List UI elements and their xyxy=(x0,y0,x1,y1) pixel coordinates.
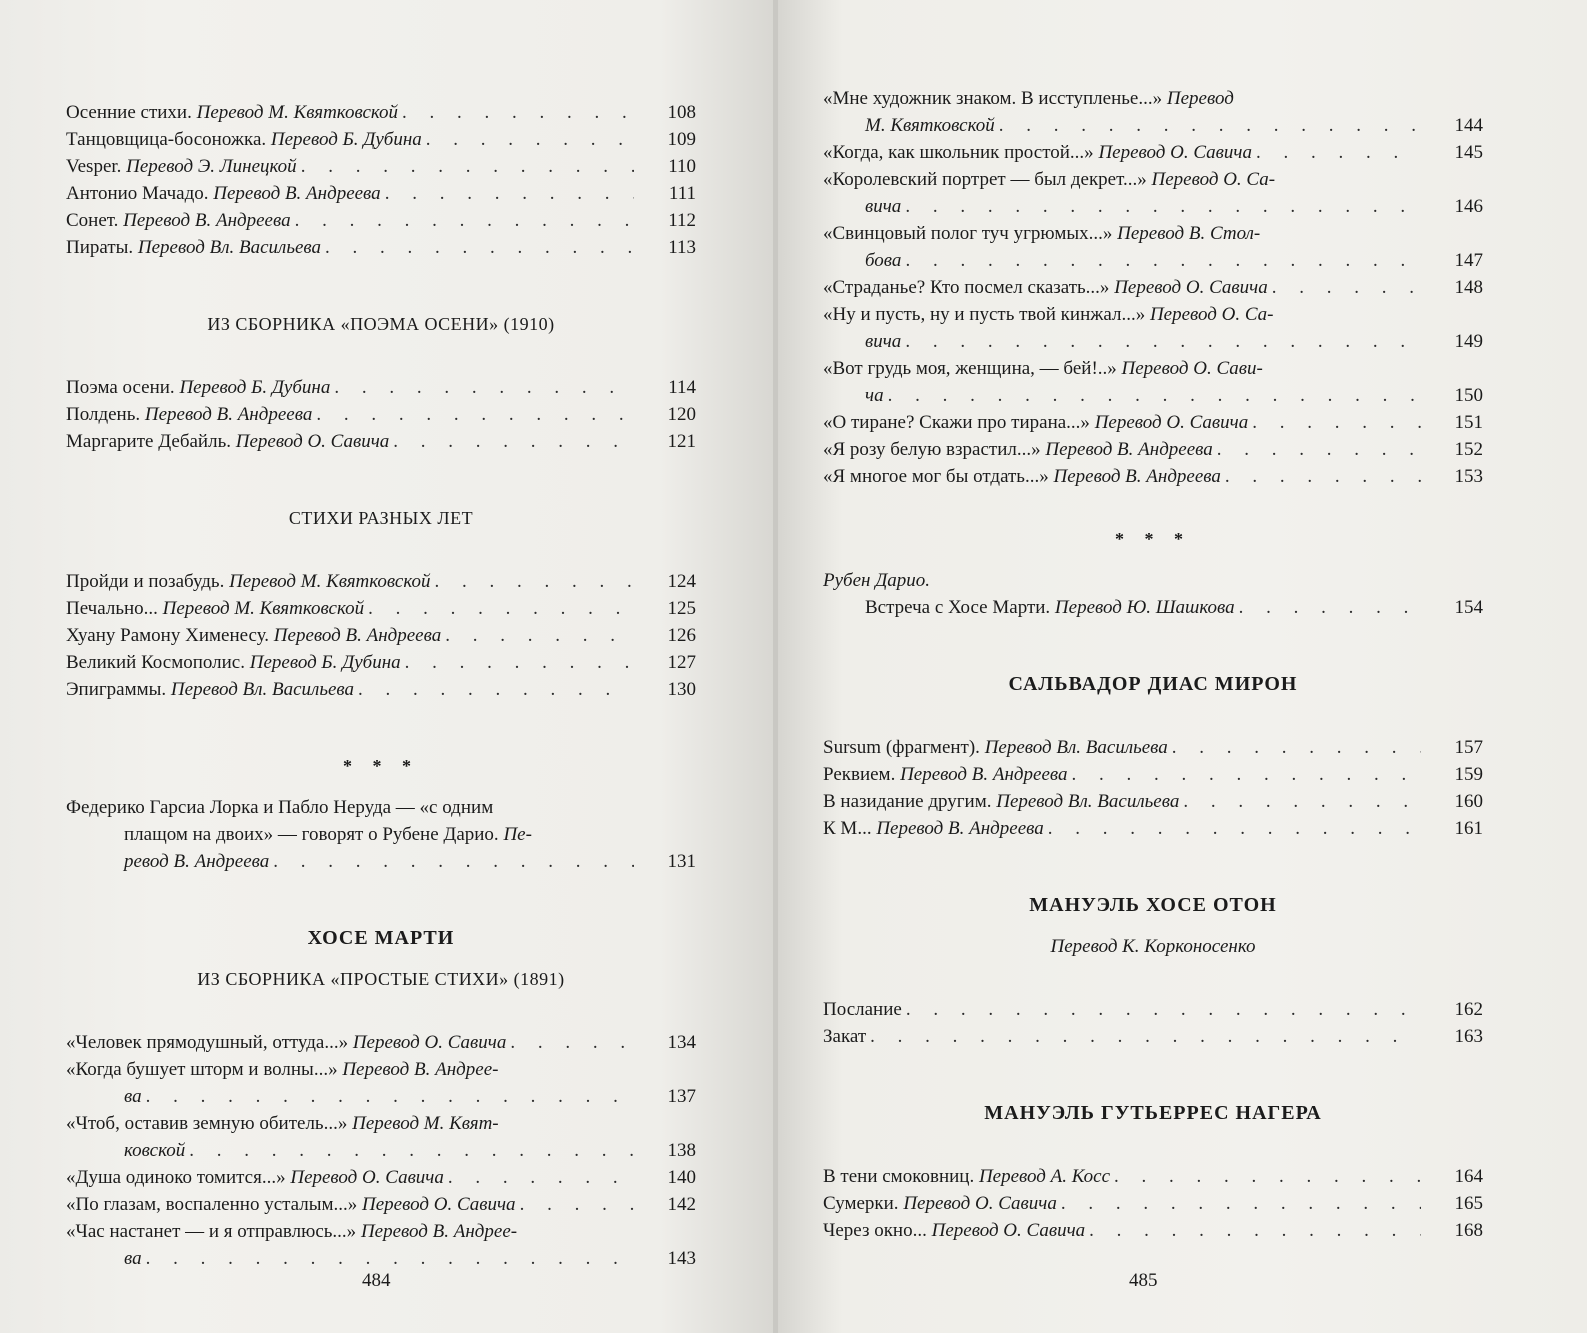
toc-entry-line xyxy=(823,382,1425,409)
toc-entry-line xyxy=(823,761,1425,788)
toc-entry-page: 111 xyxy=(668,183,696,204)
page-number-right: 485 xyxy=(1129,1270,1158,1291)
toc-entry-title: Vesper. xyxy=(66,156,122,177)
toc-entry-translator: Перевод В. Андреева xyxy=(144,404,313,425)
toc-entry-page: 153 xyxy=(1454,466,1483,487)
toc-entry-line xyxy=(823,85,1425,112)
toc-entry-line xyxy=(66,180,638,207)
toc-entry-translator: М. Квятковской xyxy=(865,115,995,136)
toc-entry-translator: Перевод О. Савича xyxy=(1114,277,1268,298)
toc-entry-title: «Я розу белую взрастил...» xyxy=(823,439,1041,460)
leader-dots xyxy=(393,428,634,455)
toc-entry xyxy=(823,463,1483,490)
toc-entry-line xyxy=(823,1190,1425,1217)
toc-entry-title: В тени смоковниц. xyxy=(823,1166,975,1187)
author-heading-marti: ХОСЕ МАРТИ xyxy=(307,927,455,949)
toc-entry xyxy=(823,761,1483,788)
leader-dots xyxy=(325,234,634,261)
toc-entry-translator: Перевод М. Квятковской xyxy=(229,571,431,592)
toc-entry-title: Сонет. xyxy=(66,210,119,231)
toc-entry-line xyxy=(823,328,1425,355)
leader-dots xyxy=(1172,734,1421,761)
toc-entry-translator: Перевод В. Андреева xyxy=(876,818,1044,839)
toc-entry-line xyxy=(66,595,638,622)
section-heading-autumn: ИЗ СБОРНИКА «ПОЭМА ОСЕНИ» (1910) xyxy=(207,314,555,334)
ruben-dario-label: Рубен Дарио. xyxy=(823,570,931,591)
toc-entry-title: Танцовщица-босоножка. xyxy=(66,129,267,150)
toc-entry-title: «По глазам, воспаленно усталым...» xyxy=(66,1194,358,1215)
toc-entry xyxy=(66,568,696,595)
toc-entry-meeting xyxy=(823,594,1483,621)
toc-entry-title: «Страданье? Кто посмел сказать...» xyxy=(823,277,1110,298)
toc-group-othon xyxy=(823,996,1483,1050)
toc-entry-page: 137 xyxy=(667,1086,696,1107)
toc-entry-title: Реквием. xyxy=(823,764,896,785)
toc-entry xyxy=(823,301,1483,355)
toc-entry-page: 150 xyxy=(1454,385,1483,406)
toc-entry-translator: бова xyxy=(865,250,902,271)
toc-entry-translator: Перевод Б. Дубина xyxy=(179,377,331,398)
toc-entry xyxy=(66,207,696,234)
toc-entry xyxy=(66,126,696,153)
toc-entry-title: «Свинцовый полог туч угрюмых...» xyxy=(823,223,1113,244)
toc-entry-lorca xyxy=(66,794,696,875)
toc-entry-title: Послание xyxy=(823,999,902,1020)
toc-entry-title: Великий Космополис. xyxy=(66,652,245,673)
toc-entry-line xyxy=(66,1056,638,1083)
toc-entry-translator: Перевод Вл. Васильева xyxy=(984,737,1168,758)
toc-entry-line xyxy=(823,734,1425,761)
toc-entry-page: 160 xyxy=(1454,791,1483,812)
toc-entry-title: Sursum (фрагмент). xyxy=(823,737,980,758)
toc-entry-line xyxy=(66,649,638,676)
toc-entry xyxy=(823,85,1483,139)
toc-entry-translator: Перевод В. Стол- xyxy=(1117,223,1261,244)
toc-entry-page: 134 xyxy=(667,1032,696,1053)
section-divider-stars: * * * xyxy=(343,756,419,776)
toc-entry-page: 165 xyxy=(1454,1193,1483,1214)
toc-entry-translator: Перевод Вл. Васильева xyxy=(137,237,322,258)
section-heading-simple-verses: ИЗ СБОРНИКА «ПРОСТЫЕ СТИХИ» (1891) xyxy=(197,969,565,989)
toc-entry-line xyxy=(823,247,1425,274)
toc-entry-translator: Перевод В. Андрее- xyxy=(342,1059,499,1080)
leader-dots xyxy=(1061,1190,1421,1217)
toc-entry-line xyxy=(66,1083,638,1110)
toc-entry-line xyxy=(823,788,1425,815)
toc-entry-translator: Перевод Э. Линецкой xyxy=(126,156,297,177)
toc-entry-title: Антонио Мачадо. xyxy=(66,183,209,204)
toc-entry-translator: ревод В. Андреева xyxy=(124,851,270,872)
toc-entry-page: 140 xyxy=(667,1167,696,1188)
leader-dots xyxy=(1089,1217,1421,1244)
leader-dots xyxy=(906,996,1421,1023)
toc-entry-line xyxy=(823,996,1425,1023)
toc-entry-translator: Перевод xyxy=(1166,88,1234,109)
toc-entry-line xyxy=(66,401,638,428)
toc-entry xyxy=(823,409,1483,436)
toc-entry-page: 114 xyxy=(668,377,696,398)
toc-entry xyxy=(66,401,696,428)
toc-entry xyxy=(823,166,1483,220)
toc-entry-line xyxy=(66,676,638,703)
toc-entry-page: 110 xyxy=(668,156,696,177)
leader-dots xyxy=(1114,1163,1421,1190)
leader-dots xyxy=(301,153,634,180)
toc-group-marti-continued xyxy=(823,85,1483,490)
toc-entry-page: 143 xyxy=(667,1248,696,1269)
toc-entry-line xyxy=(823,139,1425,166)
left-page xyxy=(0,0,775,1333)
toc-entry-translator: Перевод О. Са- xyxy=(1151,169,1276,190)
toc-entry-line xyxy=(66,1029,638,1056)
leader-dots xyxy=(402,99,634,126)
toc-entry-translator: Перевод М. Квят- xyxy=(352,1113,499,1134)
toc-entry-translator: ва xyxy=(124,1086,142,1107)
toc-entry-title: «Час настанет — и я отправлюсь...» xyxy=(66,1221,357,1242)
toc-entry xyxy=(823,220,1483,274)
toc-entry-line xyxy=(823,1023,1425,1050)
toc-entry-title: «Когда бушует шторм и волны...» xyxy=(66,1059,338,1080)
toc-entry-title: Пройди и позабудь. xyxy=(66,571,225,592)
toc-entry-title: Пираты. xyxy=(66,237,134,258)
toc-entry-line xyxy=(66,1218,638,1245)
toc-entry-translator: вича xyxy=(865,196,902,217)
toc-entry-translator: ва xyxy=(124,1248,142,1269)
toc-entry-line xyxy=(66,1110,638,1137)
toc-entry-title: «Вот грудь моя, женщина, — бей!..» xyxy=(823,358,1117,379)
leader-dots xyxy=(1072,761,1421,788)
toc-entry-page: 154 xyxy=(1454,597,1483,618)
author-heading-diaz-miron: САЛЬВАДОР ДИАС МИРОН xyxy=(1008,673,1298,695)
toc-entry-page: 130 xyxy=(667,679,696,700)
leader-dots xyxy=(368,595,634,622)
toc-entry-translator: Перевод О. Са- xyxy=(1149,304,1274,325)
toc-group-various xyxy=(66,568,696,703)
toc-entry-page: 147 xyxy=(1454,250,1483,271)
toc-entry-title: «Чтоб, оставив земную обитель...» xyxy=(66,1113,348,1134)
toc-group-autumn xyxy=(66,374,696,455)
toc-entry-translator: Перевод В. Андреева xyxy=(123,210,291,231)
section-heading-various: СТИХИ РАЗНЫХ ЛЕТ xyxy=(288,508,474,528)
toc-entry xyxy=(66,153,696,180)
toc-entry xyxy=(66,1110,696,1164)
toc-entry xyxy=(66,1029,696,1056)
toc-entry-page: 113 xyxy=(668,237,696,258)
toc-entry-line xyxy=(66,153,638,180)
toc-entry-title: Встреча с Хосе Марти. xyxy=(865,597,1051,618)
toc-entry-page: 151 xyxy=(1454,412,1483,433)
toc-entry-translator: Перевод О. Савича xyxy=(931,1220,1086,1241)
leader-dots xyxy=(905,247,1421,274)
toc-entry-line xyxy=(66,99,638,126)
toc-entry-line xyxy=(66,1164,638,1191)
toc-entry-translator: Перевод О. Савича xyxy=(1094,412,1249,433)
leader-dots xyxy=(1183,788,1421,815)
toc-entry-line xyxy=(823,1163,1425,1190)
toc-entry xyxy=(823,734,1483,761)
toc-entry xyxy=(823,274,1483,301)
toc-entry-translator: Перевод О. Савича xyxy=(903,1193,1057,1214)
toc-entry-translator: Перевод О. Савича xyxy=(235,431,390,452)
toc-entry-title: Осенние стихи. xyxy=(66,102,192,123)
toc-entry-translator: Перевод А. Косс xyxy=(978,1166,1111,1187)
leader-dots xyxy=(1272,274,1421,301)
toc-entry-page: 152 xyxy=(1454,439,1483,460)
toc-entry-translator: Перевод О. Савича xyxy=(1098,142,1252,163)
left-toc-column xyxy=(66,99,696,1272)
toc-entry-page: 168 xyxy=(1454,1220,1483,1241)
leader-dots xyxy=(888,382,1421,409)
author-heading-najera: МАНУЭЛЬ ГУТЬЕРРЕС НАГЕРА xyxy=(984,1102,1322,1124)
toc-entry xyxy=(66,1191,696,1218)
toc-entry-page: 159 xyxy=(1454,764,1483,785)
toc-entry xyxy=(66,1164,696,1191)
leader-dots xyxy=(426,126,634,153)
leader-dots xyxy=(448,1164,634,1191)
leader-dots xyxy=(520,1191,634,1218)
leader-dots xyxy=(405,649,634,676)
toc-entry-translator: Перевод О. Савича xyxy=(362,1194,516,1215)
toc-entry-text: Федерико Гарсиа Лорка и Пабло Неруда — «с одним xyxy=(66,797,494,818)
leader-dots xyxy=(385,180,634,207)
toc-entry-title: В назидание другим. xyxy=(823,791,992,812)
toc-entry-title: «Королевский портрет — был декрет...» xyxy=(823,169,1147,190)
toc-entry-title: Маргарите Дебайль. xyxy=(66,431,231,452)
toc-entry-line xyxy=(823,409,1425,436)
toc-entry-title: «Человек прямодушный, оттуда...» xyxy=(66,1032,349,1053)
section-divider-stars: * * * xyxy=(1115,529,1191,549)
toc-entry-page: 164 xyxy=(1454,1166,1483,1187)
toc-entry-page: 124 xyxy=(667,571,696,592)
toc-entry-page: 121 xyxy=(667,431,696,452)
toc-entry-page: 120 xyxy=(667,404,696,425)
toc-entry-line xyxy=(66,234,638,261)
toc-entry-line xyxy=(823,355,1425,382)
toc-entry-title: Печально... xyxy=(66,598,158,619)
leader-dots xyxy=(445,622,634,649)
toc-entry-line xyxy=(823,166,1425,193)
toc-entry xyxy=(823,788,1483,815)
toc-entry-page: 125 xyxy=(667,598,696,619)
toc-entry-page: 127 xyxy=(667,652,696,673)
toc-entry xyxy=(823,436,1483,463)
toc-entry-translator: Перевод В. Андрее- xyxy=(360,1221,518,1242)
right-page xyxy=(778,0,1587,1333)
toc-entry xyxy=(66,622,696,649)
toc-entry-title: Закат xyxy=(823,1026,867,1047)
toc-entry xyxy=(66,676,696,703)
toc-entry-translator: Перевод В. Андреева xyxy=(1045,439,1213,460)
toc-entry-title: Сумерки. xyxy=(823,1193,899,1214)
toc-entry-title: Полдень. xyxy=(66,404,141,425)
toc-entry-title: «Мне художник знаком. В исступленье...» xyxy=(823,88,1163,109)
toc-entry-line xyxy=(66,1137,638,1164)
toc-entry-title: К М... xyxy=(823,818,872,839)
toc-entry-translator: Перевод Б. Дубина xyxy=(270,129,422,150)
toc-entry-title: «Я многое мог бы отдать...» xyxy=(823,466,1049,487)
toc-entry-line xyxy=(823,436,1425,463)
page-number-left: 484 xyxy=(362,1270,391,1291)
leader-dots xyxy=(905,328,1421,355)
leader-dots xyxy=(1048,815,1421,842)
toc-entry-line xyxy=(823,220,1425,247)
toc-entry-translator: Перевод Ю. Шашкова xyxy=(1054,597,1235,618)
leader-dots xyxy=(1239,594,1421,621)
toc-entry-translator: Перевод О. Савича xyxy=(290,1167,444,1188)
toc-entry-line xyxy=(66,622,638,649)
toc-entry-page: 108 xyxy=(667,102,696,123)
toc-entry-translator: Перевод О. Савича xyxy=(352,1032,507,1053)
leader-dots xyxy=(435,568,634,595)
toc-entry-line xyxy=(66,1245,638,1272)
toc-entry-page: 144 xyxy=(1454,115,1483,136)
toc-entry-title: Хуану Рамону Хименесу. xyxy=(66,625,270,646)
toc-entry-title: «Когда, как школьник простой...» xyxy=(823,142,1094,163)
toc-entry-title: «Ну и пусть, ну и пусть твой кинжал...» xyxy=(823,304,1146,325)
toc-entry-line xyxy=(823,301,1425,328)
toc-entry xyxy=(823,1190,1483,1217)
toc-entry-page: 146 xyxy=(1454,196,1483,217)
toc-entry-translator: Перевод Вл. Васильева xyxy=(170,679,355,700)
leader-dots xyxy=(1225,463,1421,490)
toc-entry-page: 138 xyxy=(667,1140,696,1161)
toc-entry-line xyxy=(66,1191,638,1218)
toc-entry-translator: вича xyxy=(865,331,902,352)
toc-entry xyxy=(66,595,696,622)
toc-entry-page: 149 xyxy=(1454,331,1483,352)
toc-entry xyxy=(823,1163,1483,1190)
toc-entry xyxy=(66,234,696,261)
toc-entry xyxy=(66,99,696,126)
toc-entry xyxy=(823,815,1483,842)
leader-dots xyxy=(510,1029,634,1056)
toc-entry-page: 126 xyxy=(667,625,696,646)
leader-dots xyxy=(870,1023,1421,1050)
toc-entry-line xyxy=(823,815,1425,842)
toc-entry-page: 162 xyxy=(1454,999,1483,1020)
toc-entry-page: 163 xyxy=(1454,1026,1483,1047)
toc-entry-line xyxy=(823,112,1425,139)
toc-entry-translator: ча xyxy=(865,385,884,406)
toc-entry-line xyxy=(66,568,638,595)
toc-entry-title: «Душа одиноко томится...» xyxy=(66,1167,286,1188)
toc-entry-page: 142 xyxy=(667,1194,696,1215)
leader-dots xyxy=(1217,436,1421,463)
toc-entry-translator: Пе- xyxy=(503,824,532,845)
toc-entry-translator: Перевод М. Квятковской xyxy=(162,598,365,619)
toc-entry xyxy=(66,374,696,401)
toc-entry xyxy=(66,428,696,455)
toc-entry xyxy=(823,1023,1483,1050)
toc-entry-translator: Перевод В. Андреева xyxy=(900,764,1068,785)
leader-dots xyxy=(273,848,634,875)
leader-dots xyxy=(146,1083,634,1110)
leader-dots xyxy=(189,1137,634,1164)
leader-dots xyxy=(1252,409,1421,436)
toc-entry-translator: Перевод М. Квятковской xyxy=(196,102,399,123)
toc-entry xyxy=(823,1217,1483,1244)
leader-dots xyxy=(1256,139,1421,166)
toc-entry-translator: Перевод Б. Дубина xyxy=(249,652,401,673)
author-heading-othon: МАНУЭЛЬ ХОСЕ ОТОН xyxy=(1029,894,1277,916)
othon-translator-line: Перевод К. Корконосенко xyxy=(1050,936,1256,957)
toc-entry-page: 145 xyxy=(1454,142,1483,163)
toc-entry-page: 157 xyxy=(1454,737,1483,758)
right-toc-column xyxy=(823,85,1483,1244)
toc-entry xyxy=(823,139,1483,166)
toc-entry-page: 109 xyxy=(667,129,696,150)
toc-group-marti xyxy=(66,1029,696,1272)
toc-entry-translator: Перевод В. Андреева xyxy=(213,183,381,204)
toc-group-top xyxy=(66,99,696,261)
toc-entry-translator: Перевод В. Андреева xyxy=(1053,466,1221,487)
toc-group-najera xyxy=(823,1163,1483,1244)
toc-entry-page: 161 xyxy=(1454,818,1483,839)
toc-entry-translator: ковской xyxy=(124,1140,186,1161)
toc-entry-page: 131 xyxy=(667,851,696,872)
toc-entry xyxy=(823,355,1483,409)
toc-entry-line xyxy=(823,274,1425,301)
toc-entry xyxy=(66,180,696,207)
toc-entry-translator: Перевод В. Андреева xyxy=(273,625,442,646)
leader-dots xyxy=(316,401,634,428)
leader-dots xyxy=(295,207,634,234)
toc-entry xyxy=(66,1056,696,1110)
leader-dots xyxy=(999,112,1421,139)
toc-entry xyxy=(823,996,1483,1023)
toc-entry-line xyxy=(66,428,638,455)
leader-dots xyxy=(358,676,634,703)
toc-entry xyxy=(66,649,696,676)
leader-dots xyxy=(334,374,634,401)
toc-entry-text: плащом на двоих» — говорят о Рубене Дарио. xyxy=(124,824,499,845)
leader-dots xyxy=(146,1245,634,1272)
toc-entry-title: Эпиграммы. xyxy=(66,679,167,700)
toc-entry-line xyxy=(66,207,638,234)
toc-entry-title: Поэма осени. xyxy=(66,377,175,398)
toc-entry-title: «О тиране? Скажи про тирана...» xyxy=(823,412,1090,433)
toc-entry-translator: Перевод Вл. Васильева xyxy=(996,791,1180,812)
toc-entry-translator: Перевод О. Сави- xyxy=(1121,358,1263,379)
toc-entry-line xyxy=(823,463,1425,490)
toc-entry-page: 112 xyxy=(668,210,696,231)
leader-dots xyxy=(905,193,1421,220)
toc-entry-page: 148 xyxy=(1454,277,1483,298)
toc-entry xyxy=(66,1218,696,1272)
toc-entry-line xyxy=(823,1217,1425,1244)
toc-entry-line xyxy=(66,126,638,153)
toc-entry-title: Через окно... xyxy=(823,1220,927,1241)
toc-entry-line xyxy=(66,374,638,401)
toc-group-diaz-miron xyxy=(823,734,1483,842)
toc-entry-line xyxy=(823,193,1425,220)
